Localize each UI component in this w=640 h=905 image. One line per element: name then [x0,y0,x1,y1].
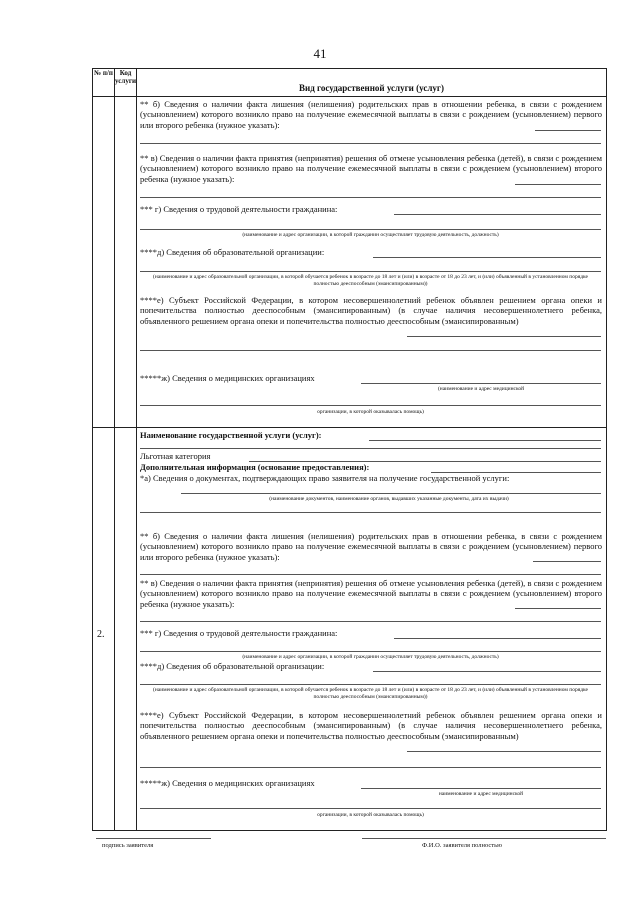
row1-g-caption: (наименование и адрес организации, в которой гражданин осуществляет трудовую деятельность, должность) [242,232,499,238]
signature-line[interactable] [96,838,211,839]
row1-item-e: ****е) Субъект Российской Федерации, в котором несовершеннолетний ребенок объявлен решением органа опеки и попечительства полностью дееспособным (эмансипированным) (в случае наличия несовершеннолетнего ребенка, объявленного решением органа опеки и попечительства полностью дееспособным (эмансипированным) [140,295,602,326]
row1-item-g: *** г) Сведения о трудовой деятельности гражданина: [140,204,338,214]
row1-g-field[interactable] [394,214,601,215]
row2-item-d: ****д) Сведения об образовательной организации: [140,661,325,671]
row2-item-b: ** б) Сведения о наличии факта лишения (нелишения) родительских прав в отношении ребенка, в связи с рождением (усыновлением) которого возникло право на получение ежемесячной выплаты в связи с рождением (усыновлением) первого или второго ребенка (нужное указать): [140,531,602,562]
row1-d-caption: (наименование и адрес образовательной организации, в которой обучается ребенок в возрасте до 18 лет и (или) в возрасте от 18 до 23 лет, и (или) объявленный в установленном порядке полностью дееспособным (эмансипированным)) [153,274,588,287]
row1-zh-field-2[interactable] [140,405,601,406]
header-col-code: Код услуги [115,69,137,97]
page-number: 41 [313,46,327,61]
table-row-continuation [93,97,607,428]
row1-g-field-2[interactable] [140,229,601,230]
row2-zh-field-2[interactable] [140,808,601,809]
row1-code-cell [115,97,137,428]
signature-caption: подпись заявителя [102,842,154,849]
services-table [92,68,607,831]
row1-number-cell [93,97,115,428]
row2-service-name-field-2[interactable] [140,448,601,449]
row2-b-field[interactable] [533,561,601,562]
header-col-number: № п/п [93,69,115,97]
row2-zh-caption-2: организации, в которой оказывалась помощь) [317,812,424,818]
fio-caption: Ф.И.О. заявителя полностью [422,842,502,849]
row1-content-cell [137,97,607,428]
fio-line[interactable] [362,838,606,839]
row2-service-name-field[interactable] [369,440,601,441]
row1-item-zh: *****ж) Сведения о медицинских организациях [140,373,315,383]
row1-zh-caption-1: (наименование и адрес медицинской [437,386,525,392]
row2-d-caption: (наименование и адрес образовательной организации, в которой обучается ребенок в возрасте до 18 лет и (или) в возрасте от 18 до 23 лет, и (или) объявленный в установленном порядке полностью дееспособным (эмансипированным)) [153,687,588,700]
row1-item-d: ****д) Сведения об образовательной организации: [140,247,325,257]
row2-g-field[interactable] [394,638,601,639]
row2-a-field-2[interactable] [140,512,601,513]
row2-item-v: ** в) Сведения о наличии факта принятия (непринятия) решения об отмене усыновления ребенка (детей), в связи с рождением (усыновлением) которого возникло право на получение ежемесячной выплаты в связи с рождением (усыновлением) второго ребенка (нужное указать): [140,578,602,609]
row2-d-field[interactable] [373,671,601,672]
row1-v-field-2[interactable] [140,197,601,198]
row1-d-field-2[interactable] [140,271,601,272]
row2-item-g: *** г) Сведения о трудовой деятельности гражданина: [140,628,338,638]
row1-e-field[interactable] [407,336,601,337]
row2-item-zh: *****ж) Сведения о медицинских организациях [140,778,315,788]
row1-zh-caption-2: организации, в которой оказывалась помощь) [317,409,424,415]
row2-a-caption: (наименование документов, наименование органов, выдавших указанные документы, дата их выдачи) [269,496,509,502]
row2-category-label: Льготная категория [140,451,211,461]
table-header [93,69,607,97]
row2-e-field[interactable] [407,751,601,752]
row2-item-e: ****е) Субъект Российской Федерации, в котором несовершеннолетний ребенок объявлен решением органа опеки и попечительства полностью дееспособным (эмансипированным) (в случае наличия несовершеннолетнего ребенка, объявленного решением органа опеки и попечительства полностью дееспособным (эмансипированным) [140,710,602,741]
row2-zh-field[interactable] [361,788,601,789]
row1-v-field[interactable] [515,184,601,185]
row2-item-a: *а) Сведения о документах, подтверждающих право заявителя на получение государственной услуги: [140,473,510,483]
row2-g-field-2[interactable] [140,651,601,652]
row2-additional-label: Дополнительная информация (основание предоставления): [140,462,370,472]
row2-g-caption: (наименование и адрес организации, в которой гражданин осуществляет трудовую деятельность, должность) [242,654,499,660]
row2-v-field[interactable] [515,608,601,609]
row1-e-field-2[interactable] [140,350,601,351]
row2-a-field[interactable] [181,493,601,494]
row2-v-field-2[interactable] [140,621,601,622]
row2-zh-caption-1: наименование и адрес медицинской [438,791,524,797]
row2-number: 2. [97,629,105,640]
row2-b-field-2[interactable] [140,574,601,575]
row1-item-b: ** б) Сведения о наличии факта лишения (нелишения) родительских прав в отношении ребенка, в связи с рождением (усыновлением) которого возникло право на получение ежемесячной выплаты в связи с рождением (усыновлением) первого или второго ребенка (нужное указать): [140,99,602,130]
row2-code-cell [115,428,137,831]
row1-b-field-2[interactable] [140,143,601,144]
row2-e-field-2[interactable] [140,767,601,768]
header-col-service: Вид государственной услуги (услуг) [137,69,607,97]
row2-service-name-label: Наименование государственной услуги (услуг): [140,430,322,440]
row1-item-v: ** в) Сведения о наличии факта принятия (непринятия) решения об отмене усыновления ребенка (детей), в связи с рождением (усыновлением) которого возникло право на получение ежемесячной выплаты в связи с рождением (усыновлением) второго ребенка (нужное указать): [140,153,602,184]
row2-number-cell [93,428,115,831]
row2-d-field-2[interactable] [140,684,601,685]
row1-d-field[interactable] [373,257,601,258]
row1-b-field[interactable] [535,130,601,131]
row2-content-cell [137,428,607,831]
row1-zh-field[interactable] [361,383,601,384]
table-row-2 [93,428,607,831]
